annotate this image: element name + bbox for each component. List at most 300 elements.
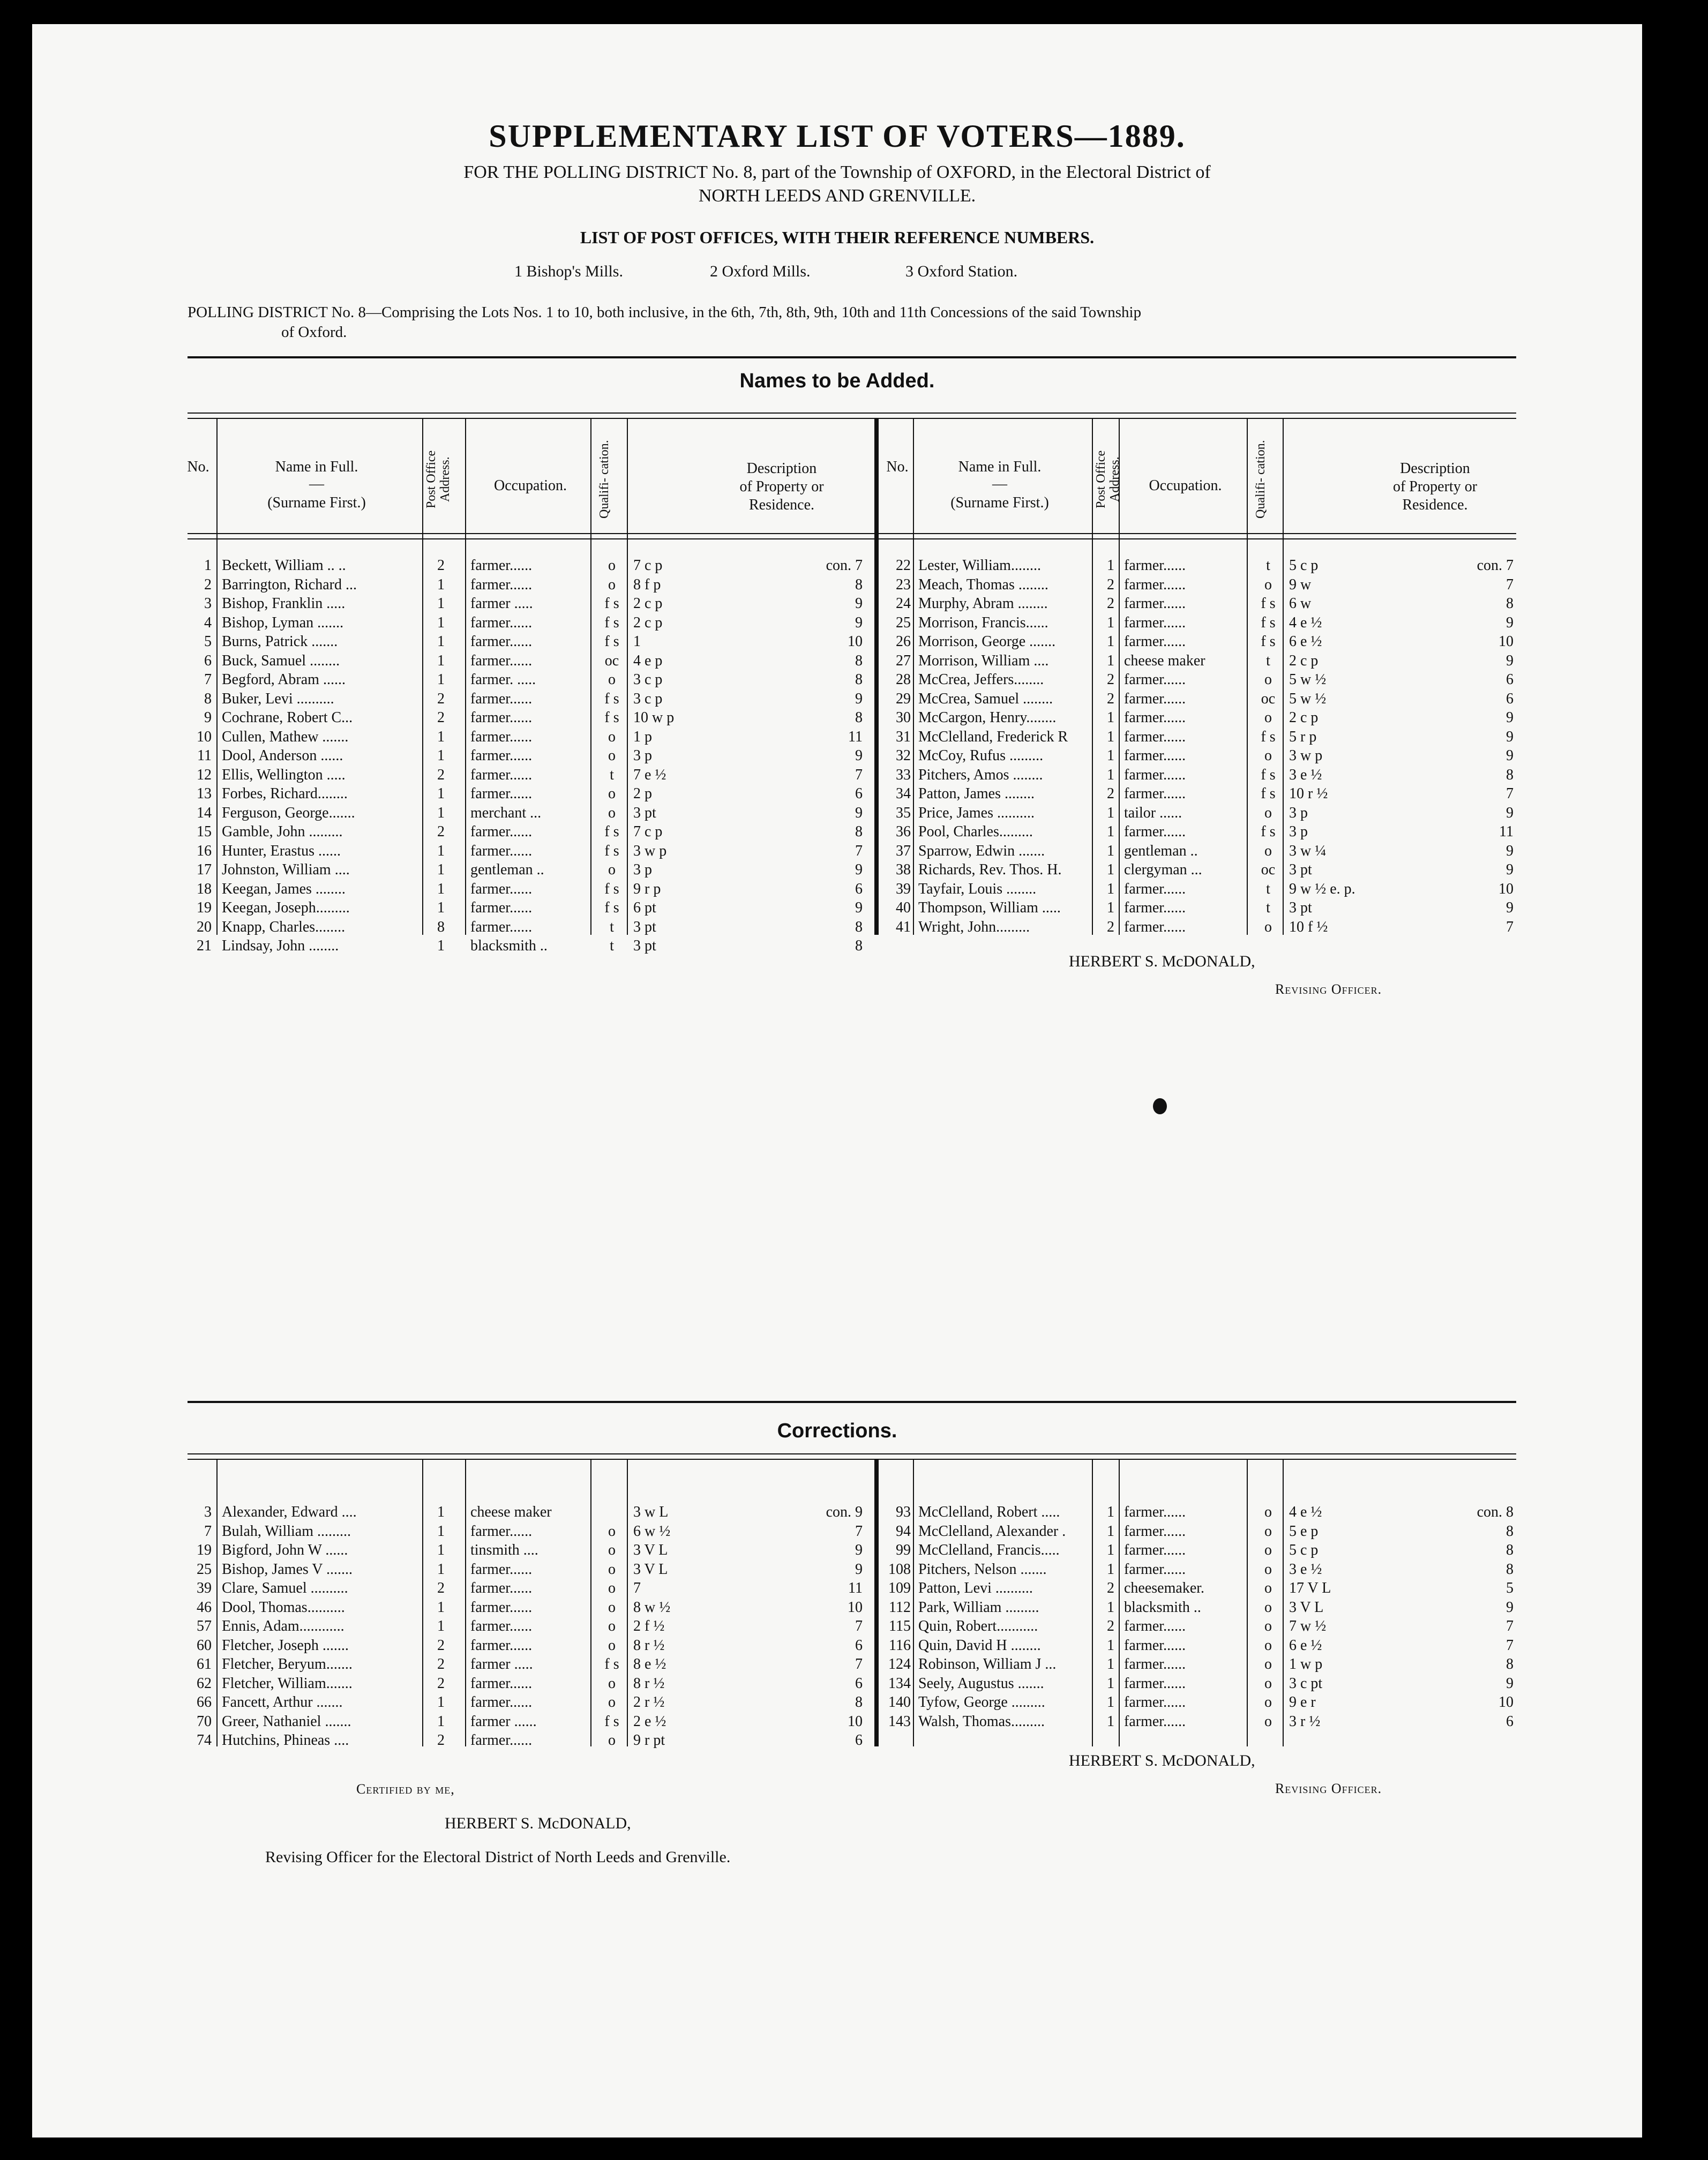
- voter-number: 41: [896, 918, 911, 935]
- post-office-ref: 1: [1107, 1561, 1114, 1578]
- occupation: farmer......: [470, 1732, 533, 1749]
- occupation: farmer......: [1124, 709, 1186, 726]
- post-office-ref: 1: [437, 938, 445, 954]
- voter-name: Fletcher, William.......: [222, 1675, 353, 1692]
- voter-number: 4: [204, 614, 212, 631]
- qualification: o: [608, 747, 616, 764]
- lot: 7 c p: [633, 557, 663, 574]
- voter-number: 40: [896, 899, 911, 916]
- voter-number: 74: [197, 1732, 212, 1749]
- lot: 1 w p: [1289, 1656, 1323, 1672]
- qualification: o: [1264, 1522, 1272, 1540]
- concession: 9: [1506, 652, 1514, 669]
- post-office-ref: 1: [1107, 1522, 1114, 1540]
- concession: 8: [1506, 1542, 1514, 1558]
- lot: 9 r pt: [633, 1732, 665, 1749]
- column-header-dash: —: [309, 476, 324, 492]
- added-right-row: [32, 918, 1642, 937]
- added-right-row: [32, 594, 1642, 613]
- occupation: farmer......: [1124, 595, 1186, 612]
- voter-number: 19: [197, 1542, 212, 1558]
- qualification: t: [610, 938, 614, 954]
- qualification: oc: [604, 652, 619, 669]
- post-office-ref: 1: [1107, 652, 1114, 669]
- qualification: o: [1264, 842, 1272, 859]
- occupation: cheesemaker.: [1124, 1580, 1205, 1596]
- concession: 9: [1506, 728, 1514, 745]
- voter-name: Quin, Robert...........: [918, 1618, 1038, 1634]
- added-right-row: [32, 708, 1642, 728]
- lot: 5 w ½: [1289, 690, 1327, 707]
- column-header-desc: Residence.: [1402, 497, 1468, 513]
- post-office-ref: 1: [1107, 1637, 1114, 1654]
- lot: 17 V L: [1289, 1580, 1331, 1596]
- divider: [188, 412, 1516, 419]
- voter-number: 60: [197, 1637, 212, 1654]
- qualification: o: [608, 557, 616, 574]
- concession: 9: [1506, 899, 1514, 916]
- concession: 10: [1499, 880, 1514, 897]
- voter-name: Hutchins, Phineas ....: [222, 1732, 349, 1749]
- corr-right-row: [32, 1693, 1642, 1712]
- certified-name: HERBERT S. McDONALD,: [445, 1814, 631, 1832]
- concession: 7: [855, 766, 863, 783]
- corr-left-row: [32, 1731, 1642, 1750]
- lot: 3 V L: [633, 1561, 668, 1578]
- column-header-no: No.: [187, 459, 209, 475]
- concession: 7: [855, 1522, 863, 1540]
- concession: 9: [1506, 747, 1514, 764]
- post-office-ref: 2: [437, 1732, 445, 1749]
- qualification: o: [1264, 1618, 1272, 1634]
- voter-number: 3: [204, 1504, 212, 1520]
- concession: 9: [1506, 614, 1514, 631]
- concession: 8: [855, 671, 863, 688]
- corr-right-row: [32, 1579, 1642, 1598]
- voter-number: 15: [197, 823, 212, 840]
- voter-number: 14: [197, 804, 212, 821]
- post-office-2: 2 Oxford Mills.: [710, 262, 811, 280]
- voter-number: 57: [197, 1618, 212, 1634]
- lot: 4 e ½: [1289, 1504, 1322, 1520]
- concession: 8: [855, 938, 863, 954]
- voter-name: Richards, Rev. Thos. H.: [918, 861, 1062, 878]
- voter-name: Sparrow, Edwin .......: [918, 842, 1045, 859]
- qualification: o: [1264, 1694, 1272, 1711]
- corr-right-row: [32, 1712, 1642, 1731]
- qualification: o: [1264, 804, 1272, 821]
- post-office-ref: 1: [437, 1542, 445, 1558]
- voter-name: Patton, Levi ..........: [918, 1580, 1033, 1596]
- concession: 9: [855, 1542, 863, 1558]
- lot: 7 w ½: [1289, 1618, 1327, 1634]
- concession: 6: [855, 785, 863, 802]
- post-office-ref: 2: [437, 709, 445, 726]
- lot: 3 p: [1289, 804, 1308, 821]
- occupation: farmer......: [1124, 1561, 1186, 1578]
- voter-number: 38: [896, 861, 911, 878]
- occupation: farmer......: [470, 766, 533, 783]
- qualification: t: [1266, 899, 1270, 916]
- occupation: farmer......: [470, 1599, 533, 1616]
- corr-right-row: [32, 1560, 1642, 1579]
- voter-number: 116: [889, 1637, 911, 1654]
- post-office-1: 1 Bishop's Mills.: [514, 262, 623, 280]
- lot: 2 c p: [633, 614, 663, 631]
- occupation: farmer .....: [470, 595, 533, 612]
- occupation: farmer......: [470, 652, 533, 669]
- voter-number: 22: [896, 557, 911, 574]
- voter-number: 2: [204, 576, 212, 593]
- concession: 9: [855, 899, 863, 916]
- qualification: t: [1266, 880, 1270, 897]
- added-right-row: [32, 804, 1642, 823]
- qualification: o: [1264, 1504, 1272, 1520]
- occupation: farmer......: [470, 1618, 533, 1634]
- polling-district-line-2: of Oxford.: [281, 324, 347, 341]
- qualification: o: [1264, 918, 1272, 935]
- voter-name: Greer, Nathaniel .......: [222, 1713, 351, 1730]
- voter-number: 23: [896, 576, 911, 593]
- lot: 8 f p: [633, 576, 661, 593]
- lot: 3 e ½: [1289, 1561, 1322, 1578]
- voter-number: 9: [204, 709, 212, 726]
- post-office-ref: 1: [437, 785, 445, 802]
- occupation: farmer......: [470, 747, 533, 764]
- voter-name: Johnston, William ....: [222, 861, 350, 878]
- voter-name: Knapp, Charles........: [222, 918, 346, 935]
- voter-name: Clare, Samuel ..........: [222, 1580, 348, 1596]
- concession: 9: [855, 690, 863, 707]
- qualification: f s: [604, 842, 619, 859]
- voter-name: Lester, William........: [918, 557, 1041, 574]
- subtitle-line-2: NORTH LEEDS AND GRENVILLE.: [698, 186, 976, 206]
- occupation: farmer......: [470, 842, 533, 859]
- post-office-ref: 1: [437, 595, 445, 612]
- occupation: farmer......: [1124, 1675, 1186, 1692]
- voter-number: 21: [197, 938, 212, 954]
- post-office-ref: 1: [437, 1522, 445, 1540]
- lot: 3 w p: [633, 842, 667, 859]
- post-office-ref: 8: [437, 918, 445, 935]
- voter-number: 7: [204, 1522, 212, 1540]
- lot: 6 e ½: [1289, 1637, 1322, 1654]
- column-header-no: No.: [886, 459, 909, 475]
- voter-number: 62: [197, 1675, 212, 1692]
- qualification: o: [1264, 1713, 1272, 1730]
- qualification: o: [1264, 747, 1272, 764]
- post-office-ref: 2: [437, 766, 445, 783]
- qualification: o: [608, 861, 616, 878]
- voter-number: 39: [197, 1580, 212, 1596]
- voter-number: 109: [888, 1580, 911, 1596]
- concession: 9: [855, 804, 863, 821]
- revising-officer-name: HERBERT S. McDONALD,: [1069, 952, 1255, 970]
- corr-right-row: [32, 1674, 1642, 1693]
- occupation: farmer......: [470, 1637, 533, 1654]
- corrections-heading: Corrections.: [777, 1420, 897, 1442]
- lot: 2 c p: [633, 595, 663, 612]
- voter-name: Lindsay, John ........: [222, 938, 339, 954]
- column-header-po: Post Office Address.: [1094, 450, 1122, 509]
- lot: 9 r p: [633, 880, 661, 897]
- occupation: farmer......: [470, 614, 533, 631]
- concession: 8: [1506, 766, 1514, 783]
- voter-name: McClelland, Frederick R: [918, 728, 1068, 745]
- qualification: f s: [604, 595, 619, 612]
- voter-number: 6: [204, 652, 212, 669]
- column-header-name: Name in Full.: [958, 459, 1042, 475]
- qualification: o: [608, 728, 616, 745]
- voter-name: Murphy, Abram ........: [918, 595, 1048, 612]
- qualification: f s: [1261, 766, 1276, 783]
- lot: 3 pt: [633, 938, 656, 954]
- corr-right-row: [32, 1503, 1642, 1522]
- added-right-row: [32, 880, 1642, 899]
- post-office-ref: 1: [1107, 842, 1114, 859]
- lot: 3 pt: [633, 804, 656, 821]
- concession: 9: [855, 1561, 863, 1578]
- corr-right-row: [32, 1617, 1642, 1636]
- lot: 8 e ½: [633, 1656, 666, 1672]
- concession: 6: [1506, 690, 1514, 707]
- concession: 9: [1506, 842, 1514, 859]
- post-office-ref: 2: [1107, 1580, 1114, 1596]
- occupation: farmer......: [1124, 614, 1186, 631]
- concession: 7: [1506, 1637, 1514, 1654]
- names-added-heading: Names to be Added.: [739, 370, 935, 392]
- voter-number: 13: [197, 785, 212, 802]
- added-right-row: [32, 556, 1642, 575]
- occupation: farmer......: [470, 1694, 533, 1711]
- qualification: o: [608, 1694, 616, 1711]
- certified-by: Certified by me,: [356, 1781, 455, 1797]
- voter-number: 99: [896, 1542, 911, 1558]
- voter-number: 20: [197, 918, 212, 935]
- post-office-ref: 1: [1107, 728, 1114, 745]
- post-office-ref: 1: [1107, 1713, 1114, 1730]
- concession: 10: [848, 1713, 863, 1730]
- lot: 6 w ½: [633, 1522, 671, 1540]
- concession: 10: [1499, 633, 1514, 650]
- voter-name: Buck, Samuel ........: [222, 652, 340, 669]
- added-right-row: [32, 632, 1642, 651]
- post-office-ref: 1: [437, 1599, 445, 1616]
- occupation: farmer......: [470, 823, 533, 840]
- voter-number: 8: [204, 690, 212, 707]
- lot: 3 V L: [633, 1542, 668, 1558]
- post-office-ref: 1: [437, 1713, 445, 1730]
- column-header-desc: of Property or: [739, 478, 824, 495]
- qualification: o: [608, 1522, 616, 1540]
- concession: 8: [855, 709, 863, 726]
- post-office-ref: 2: [1107, 918, 1114, 935]
- concession: 8: [1506, 1561, 1514, 1578]
- post-office-ref: 2: [437, 1656, 445, 1672]
- qualification: oc: [1261, 861, 1276, 878]
- post-office-3: 3 Oxford Station.: [905, 262, 1018, 280]
- post-office-ref: 2: [437, 557, 445, 574]
- lot: 5 r p: [1289, 728, 1317, 745]
- lot: 3 p: [1289, 823, 1308, 840]
- voter-number: 94: [896, 1522, 911, 1540]
- concession: 7: [1506, 918, 1514, 935]
- qualification: t: [610, 918, 614, 935]
- post-office-ref: 1: [1107, 1542, 1114, 1558]
- lot: 2 r ½: [633, 1694, 665, 1711]
- voter-name: Tyfow, George .........: [918, 1694, 1045, 1711]
- lot: 8 r ½: [633, 1675, 665, 1692]
- voter-name: Pool, Charles.........: [918, 823, 1033, 840]
- polling-district-line-1: POLLING DISTRICT No. 8—Comprising the Lots Nos. 1 to 10, both inclusive, in the 6th, 7th, 8th, 9th, 10th and 11th Concessions of the said Township: [188, 304, 1142, 321]
- voter-name: Burns, Patrick .......: [222, 633, 338, 650]
- post-office-ref: 2: [1107, 785, 1114, 802]
- qualification: o: [1264, 1599, 1272, 1616]
- lot: 3 p: [633, 861, 652, 878]
- qualification: o: [608, 1542, 616, 1558]
- voter-name: Cochrane, Robert C...: [222, 709, 353, 726]
- post-office-ref: 1: [437, 747, 445, 764]
- voter-number: 70: [197, 1713, 212, 1730]
- column-header-qualification: Qualifi- cation.: [597, 440, 611, 519]
- qualification: o: [608, 1675, 616, 1692]
- voter-number: 10: [197, 728, 212, 745]
- lot: 9 w ½ e. p.: [1289, 880, 1355, 897]
- post-office-ref: 1: [1107, 1599, 1114, 1616]
- voter-name: McClelland, Robert .....: [918, 1504, 1060, 1520]
- voter-number: 25: [896, 614, 911, 631]
- post-office-ref: 2: [437, 1580, 445, 1596]
- post-office-ref: 1: [1107, 861, 1114, 878]
- qualification: f s: [1261, 633, 1276, 650]
- voter-number: 12: [197, 766, 212, 783]
- occupation: farmer......: [1124, 1656, 1186, 1672]
- revising-officer-name: HERBERT S. McDONALD,: [1069, 1752, 1255, 1769]
- voter-name: Gamble, John .........: [222, 823, 343, 840]
- voter-number: 16: [197, 842, 212, 859]
- concession: 7: [1506, 785, 1514, 802]
- lot: 8 w ½: [633, 1599, 671, 1616]
- qualification: o: [608, 1599, 616, 1616]
- lot: 2 f ½: [633, 1618, 665, 1634]
- lot: 5 w ½: [1289, 671, 1327, 688]
- qualification: f s: [1261, 595, 1276, 612]
- voter-number: 29: [896, 690, 911, 707]
- occupation: farmer......: [470, 1580, 533, 1596]
- voter-number: 24: [896, 595, 911, 612]
- occupation: farmer......: [1124, 1542, 1186, 1558]
- concession: con. 7: [826, 557, 863, 574]
- concession: 7: [855, 1618, 863, 1634]
- lot: 3 pt: [1289, 861, 1312, 878]
- qualification: o: [608, 1580, 616, 1596]
- voter-number: 37: [896, 842, 911, 859]
- post-office-ref: 1: [437, 861, 445, 878]
- occupation: farmer ......: [470, 1713, 537, 1730]
- concession: 8: [855, 1694, 863, 1711]
- voter-name: McCrea, Samuel ........: [918, 690, 1053, 707]
- occupation: farmer......: [470, 899, 533, 916]
- post-office-ref: 1: [437, 633, 445, 650]
- post-office-ref: 1: [437, 1694, 445, 1711]
- qualification: f s: [1261, 823, 1276, 840]
- occupation: farmer......: [470, 785, 533, 802]
- qualification: f s: [604, 899, 619, 916]
- added-left-row: [32, 936, 1642, 956]
- qualification: f s: [1261, 614, 1276, 631]
- post-office-ref: 1: [437, 728, 445, 745]
- qualification: o: [1264, 1675, 1272, 1692]
- concession: con. 8: [1477, 1504, 1514, 1520]
- voter-name: McClelland, Alexander .: [918, 1522, 1066, 1540]
- voter-name: Barrington, Richard ...: [222, 576, 357, 593]
- voter-name: Begford, Abram ......: [222, 671, 346, 688]
- post-office-ref: 2: [1107, 671, 1114, 688]
- subtitle-line-1: FOR THE POLLING DISTRICT No. 8, part of the Township of OXFORD, in the Electoral District of: [463, 162, 1211, 182]
- voter-number: 30: [896, 709, 911, 726]
- voter-number: 35: [896, 804, 911, 821]
- concession: 6: [855, 880, 863, 897]
- lot: 3 r ½: [1289, 1713, 1321, 1730]
- voter-number: 39: [896, 880, 911, 897]
- qualification: f s: [604, 1713, 619, 1730]
- occupation: farmer......: [470, 709, 533, 726]
- lot: 3 c p: [633, 690, 663, 707]
- post-office-ref: 1: [1107, 1504, 1114, 1520]
- voter-name: McCargon, Henry........: [918, 709, 1057, 726]
- column-header-desc: Residence.: [748, 497, 815, 513]
- voter-name: Morrison, William ....: [918, 652, 1049, 669]
- post-office-ref: 2: [437, 823, 445, 840]
- qualification: f s: [604, 880, 619, 897]
- voter-name: Ennis, Adam............: [222, 1618, 344, 1634]
- post-office-ref: 1: [1107, 1675, 1114, 1692]
- lot: 10 r ½: [1289, 785, 1328, 802]
- occupation: farmer......: [470, 880, 533, 897]
- occupation: tinsmith ....: [470, 1542, 538, 1558]
- occupation: farmer......: [470, 576, 533, 593]
- lot: 3 c pt: [1289, 1675, 1323, 1692]
- concession: 10: [848, 633, 863, 650]
- voter-name: Thompson, William .....: [918, 899, 1061, 916]
- qualification: o: [608, 804, 616, 821]
- voter-name: Bishop, Lyman .......: [222, 614, 344, 631]
- post-office-ref: 1: [437, 842, 445, 859]
- lot: 3 p: [633, 747, 652, 764]
- occupation: farmer......: [1124, 728, 1186, 745]
- voter-number: 3: [204, 595, 212, 612]
- occupation: merchant ...: [470, 804, 542, 821]
- occupation: farmer......: [1124, 633, 1186, 650]
- voter-name: Tayfair, Louis ........: [918, 880, 1037, 897]
- lot: 5 c p: [1289, 1542, 1319, 1558]
- qualification: o: [1264, 576, 1272, 593]
- added-right-row: [32, 728, 1642, 747]
- qualification: o: [1264, 1542, 1272, 1558]
- lot: 1 p: [633, 728, 652, 745]
- post-office-ref: 2: [437, 690, 445, 707]
- qualification: o: [1264, 1656, 1272, 1672]
- concession: 11: [1499, 823, 1514, 840]
- concession: 8: [1506, 1656, 1514, 1672]
- post-office-ref: 1: [1107, 823, 1114, 840]
- voter-name: Dool, Anderson ......: [222, 747, 343, 764]
- voter-number: 34: [896, 785, 911, 802]
- document-page: [32, 24, 1642, 2138]
- qualification: f s: [1261, 728, 1276, 745]
- concession: 6: [1506, 671, 1514, 688]
- occupation: farmer......: [1124, 671, 1186, 688]
